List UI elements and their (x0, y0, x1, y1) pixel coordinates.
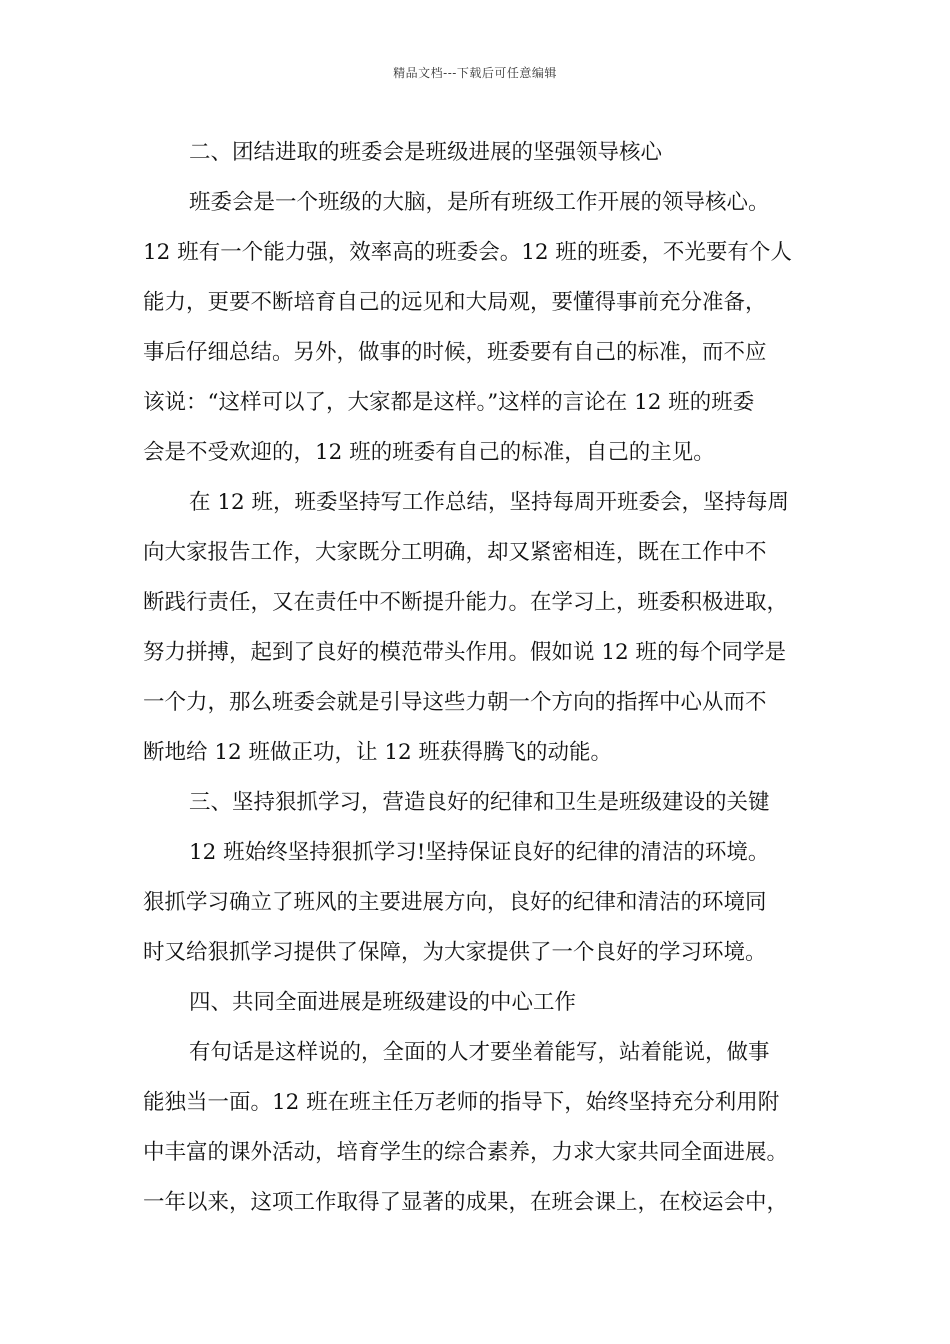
paragraph-line: 断地给 12 班做正功，让 12 班获得腾飞的动能。 (143, 740, 613, 765)
paragraph-line: 班委会是一个班级的大脑，是所有班级工作开展的领导核心。 (189, 190, 770, 215)
page-header: 精品文档---下载后可任意编辑 (393, 66, 557, 80)
section-heading-3: 三、坚持狠抓学习，营造良好的纪律和卫生是班级建设的关键 (189, 790, 770, 815)
paragraph-line: 12 班始终坚持狠抓学习!坚持保证良好的纪律的清洁的环境。 (189, 840, 770, 865)
paragraph-line: 断践行责任，又在责任中不断提升能力。在学习上，班委积极进取， (143, 590, 789, 615)
paragraph-line: 狠抓学习确立了班风的主要进展方向，良好的纪律和清洁的环境同 (143, 890, 767, 915)
paragraph-line: 向大家报告工作，大家既分工明确，却又紧密相连，既在工作中不 (143, 540, 767, 565)
paragraph-line: 能独当一面。12 班在班主任万老师的指导下，始终坚持充分利用附 (143, 1090, 780, 1115)
section-heading-2: 二、团结进取的班委会是班级进展的坚强领导核心 (189, 140, 663, 165)
paragraph-line: 一个力，那么班委会就是引导这些力朝一个方向的指挥中心从而不 (143, 690, 767, 715)
document-body (143, 128, 825, 1228)
paragraph-line: 时又给狠抓学习提供了保障，为大家提供了一个良好的学习环境。 (143, 940, 767, 965)
paragraph-line: 努力拼搏，起到了良好的模范带头作用。假如说 12 班的每个同学是 (143, 640, 787, 665)
paragraph-line: 会是不受欢迎的，12 班的班委有自己的标准，自己的主见。 (143, 440, 715, 465)
paragraph-line: 12 班有一个能力强，效率高的班委会。12 班的班委，不光要有个人 (143, 240, 792, 265)
paragraph-line: 在 12 班，班委坚持写工作总结，坚持每周开班委会，坚持每周 (189, 490, 790, 515)
paragraph-line: 事后仔细总结。另外，做事的时候，班委要有自己的标准，而不应 (143, 340, 767, 365)
paragraph-line: 该说：“这样可以了，大家都是这样。”这样的言论在 12 班的班委 (143, 390, 755, 415)
section-heading-4: 四、共同全面进展是班级建设的中心工作 (189, 990, 577, 1015)
paragraph-line: 能力，更要不断培育自己的远见和大局观，要懂得事前充分准备， (143, 290, 767, 315)
paragraph-line: 中丰富的课外活动，培育学生的综合素养，力求大家共同全面进展。 (143, 1140, 789, 1165)
paragraph-line: 一年以来，这项工作取得了显著的成果，在班会课上，在校运会中， (143, 1190, 789, 1215)
paragraph-line: 有句话是这样说的，全面的人才要坐着能写，站着能说，做事 (189, 1040, 770, 1065)
